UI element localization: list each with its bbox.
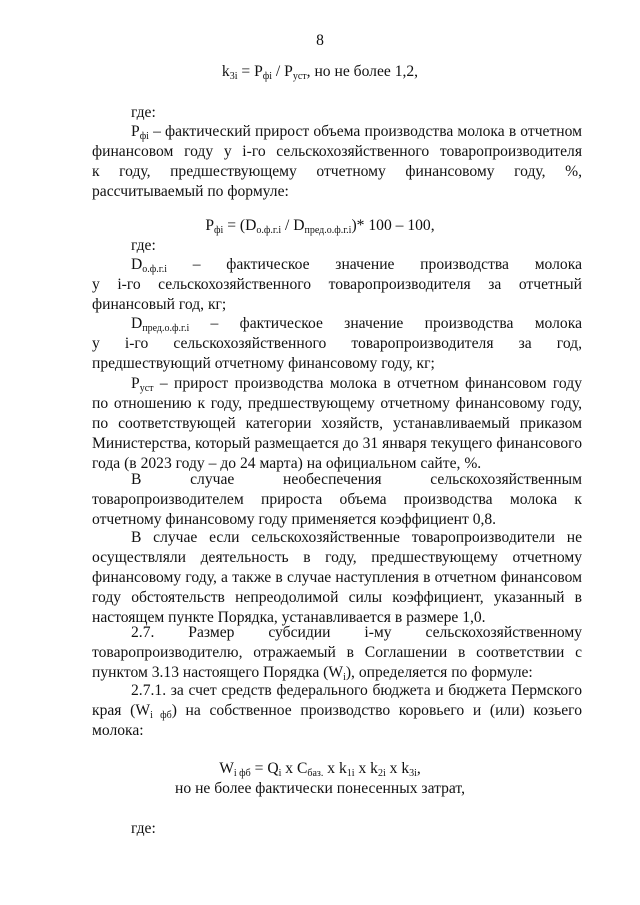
paragraph-case-1: В случае необеспечения сельскохозяйственным товаропроизводителем прироста объема производства молока к отчетному финансовому году применяется коэффициент 0,8. (92, 471, 582, 528)
where-label: где: (131, 237, 156, 254)
formula-w-note: но не более фактически понесенных затрат, (175, 780, 465, 797)
definition-pfi: $P_{фi}$ – фактический прирост объема производства молока в отчетном финансовом году у i-го сельскохозяйственного товаропроизводителя к году, предшествующему отчетному финансовому году, %, рассчитываемый по формуле: (92, 123, 582, 200)
definition-dofg: $D_{о.ф.г.i}$ – фактическое значение производства молока у i-го сельскохозяйственного товаропроизводителя за отчетный финансовый год, кг; (92, 256, 582, 313)
page-number: 8 (316, 32, 324, 49)
definition-pust: $P_{уст}$ – прирост производства молока в отчетном финансовом году по отношению к году, предшествующему отчетному финансовому году, по соответствующей категории хозяйств, устанавливаемый приказом Министерства, который размещается до 31 января текущего финансового года (в 2023 году – до 24 марта) на официальном сайте, %. (92, 375, 582, 472)
formula-k3i: $k_{3i} = P_{фi} / P_{уст}$, но не более 1,2, (221, 63, 419, 82)
paragraph-case-2: В случае если сельскохозяйственные товаропроизводители не осуществляли деятельность в году, предшествующему отчетному финансовому году, а также в случае наступления в отчетном финансовом году обстоятельств непреодолимой силы коэффициент, указанный в настоящем пункте Порядка, устанавливается в размере 1,0. (92, 529, 582, 626)
formula-pfi: $P_{фi} = (D_{о.ф.г.i} / D_{пред.о.ф.г.i})*$ 100 – 100, (205, 217, 435, 236)
where-label: где: (131, 104, 156, 121)
paragraph-2-7-1: 2.7.1. за счет средств федерального бюджета и бюджета Пермского края $(W_{i фб})$ на собственное производство коровьего и (или) козьего молока: (92, 682, 582, 739)
definition-dpred: $D_{пред.о.ф.г.i}$ – фактическое значение производства молока у i-го сельскохозяйственного товаропроизводителя за год, предшествующий отчетному финансовому году, кг; (92, 315, 582, 372)
where-label: где: (131, 820, 156, 837)
formula-w: $W_{i фб} = Q_i$ x $C_{баз.}$ x $k_{1i}$ x $k_{2i}$ x $k_{3i}$, (219, 760, 421, 779)
paragraph-2-7: 2.7. Размер субсидии i-му сельскохозяйственному товаропроизводителю, отражаемый в Соглашении в соответствии с пунктом 3.13 настоящего Порядка $(W_i)$, определяется по формуле: (92, 624, 582, 683)
